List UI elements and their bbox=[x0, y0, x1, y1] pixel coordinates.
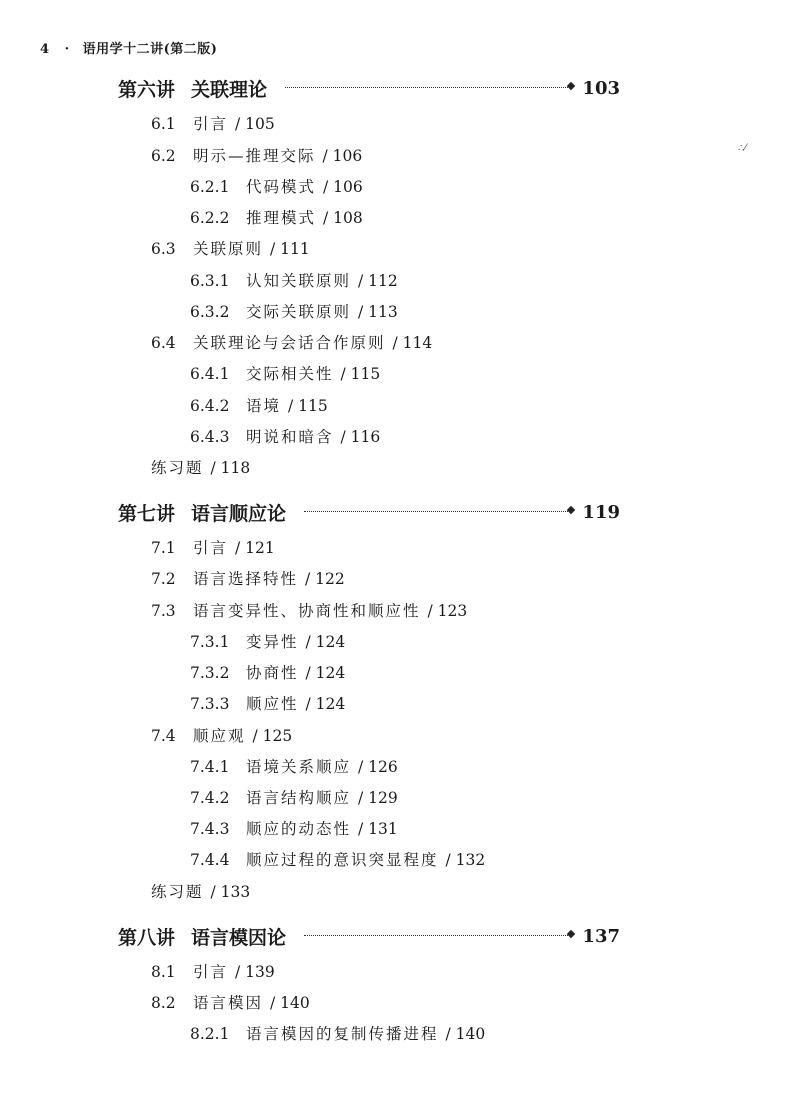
toc-subsection bbox=[190, 300, 398, 322]
entry-title: 关联原则 bbox=[193, 240, 264, 258]
entry-page: / 115 bbox=[287, 397, 328, 415]
entry-title: 引言 bbox=[193, 963, 229, 981]
toc-chapter bbox=[118, 922, 620, 950]
entry-number: 6.2 bbox=[151, 147, 176, 165]
entry-number: 7.3.2 bbox=[190, 664, 230, 682]
entry-page: / 108 bbox=[322, 209, 363, 227]
entry-title: 协商性 bbox=[246, 664, 299, 682]
entry-page: / 125 bbox=[252, 727, 293, 745]
toc-section bbox=[151, 599, 467, 621]
toc-subsection bbox=[190, 175, 363, 197]
entry-page: / 118 bbox=[210, 459, 251, 477]
entry-page: / 132 bbox=[445, 851, 486, 869]
entry-page: / 124 bbox=[305, 633, 346, 651]
entry-number: 6.1 bbox=[151, 115, 176, 133]
entry-page: / 139 bbox=[234, 963, 275, 981]
entry-title: 代码模式 bbox=[246, 178, 317, 196]
entry-title: 引言 bbox=[193, 115, 229, 133]
entry-title: 练习题 bbox=[151, 459, 204, 477]
chapter-page: 137 bbox=[582, 925, 620, 947]
entry-title: 语言选择特性 bbox=[193, 570, 299, 588]
entry-title: 语境关系顺应 bbox=[246, 758, 352, 776]
toc-section bbox=[151, 144, 362, 166]
entry-title: 语言变异性、协商性和顺应性 bbox=[193, 602, 421, 620]
entry-page: / 140 bbox=[445, 1025, 486, 1043]
toc-subsection bbox=[190, 425, 380, 447]
entry-title: 明示—推理交际 bbox=[193, 147, 316, 165]
page-number: 4 bbox=[40, 42, 50, 57]
toc-subsection bbox=[190, 817, 398, 839]
toc-subsection bbox=[190, 692, 345, 714]
entry-page: / 122 bbox=[304, 570, 345, 588]
entry-page: / 112 bbox=[357, 272, 398, 290]
toc-subsection bbox=[190, 786, 398, 808]
entry-number: 6.3.2 bbox=[190, 303, 230, 321]
dot-leader bbox=[304, 935, 570, 938]
entry-page: / 124 bbox=[305, 695, 346, 713]
toc-section bbox=[151, 960, 275, 982]
entry-number: 8.2 bbox=[151, 994, 176, 1012]
entry-title: 关联理论与会话合作原则 bbox=[193, 334, 386, 352]
entry-title: 顺应观 bbox=[193, 727, 246, 745]
entry-number: 7.4 bbox=[151, 727, 176, 745]
entry-page: / 111 bbox=[269, 240, 310, 258]
chapter-title: 语言模因论 bbox=[191, 926, 287, 949]
entry-title: 顺应的动态性 bbox=[246, 820, 352, 838]
entry-number: 7.4.1 bbox=[190, 758, 230, 776]
chapter-title: 语言顺应论 bbox=[191, 502, 287, 525]
entry-number: 7.4.4 bbox=[190, 851, 230, 869]
toc-subsection bbox=[190, 206, 363, 228]
chapter-title: 关联理论 bbox=[191, 78, 268, 101]
toc-section bbox=[151, 331, 432, 353]
entry-title: 练习题 bbox=[151, 883, 204, 901]
entry-page: / 115 bbox=[340, 365, 381, 383]
toc-subsection bbox=[190, 394, 328, 416]
entry-title: 交际相关性 bbox=[246, 365, 334, 383]
toc-subsection bbox=[190, 269, 398, 291]
entry-title: 引言 bbox=[193, 539, 229, 557]
header-separator: · bbox=[64, 42, 70, 57]
entry-number: 6.3.1 bbox=[190, 272, 230, 290]
entry-number: 7.3.3 bbox=[190, 695, 230, 713]
toc-subsection bbox=[190, 661, 345, 683]
entry-number: 7.3 bbox=[151, 602, 176, 620]
entry-number: 6.4 bbox=[151, 334, 176, 352]
toc-exercise bbox=[151, 880, 250, 902]
toc-section bbox=[151, 567, 345, 589]
entry-page: / 113 bbox=[357, 303, 398, 321]
toc-chapter bbox=[118, 74, 620, 102]
chapter-number: 第八讲 bbox=[118, 926, 176, 949]
entry-title: 明说和暗含 bbox=[246, 428, 334, 446]
entry-number: 7.3.1 bbox=[190, 633, 230, 651]
dot-leader bbox=[285, 87, 570, 90]
entry-number: 7.1 bbox=[151, 539, 176, 557]
entry-title: 语言结构顺应 bbox=[246, 789, 352, 807]
entry-page: / 114 bbox=[392, 334, 433, 352]
entry-page: / 106 bbox=[322, 178, 363, 196]
running-header bbox=[40, 38, 217, 57]
entry-title: 认知关联原则 bbox=[246, 272, 352, 290]
entry-title: 语言模因的复制传播进程 bbox=[246, 1025, 439, 1043]
entry-title: 顺应过程的意识突显程度 bbox=[246, 851, 439, 869]
entry-page: / 126 bbox=[357, 758, 398, 776]
entry-page: / 116 bbox=[340, 428, 381, 446]
toc-section bbox=[151, 112, 275, 134]
toc-exercise bbox=[151, 456, 250, 478]
toc-section bbox=[151, 536, 275, 558]
entry-number: 6.4.1 bbox=[190, 365, 230, 383]
entry-number: 6.4.3 bbox=[190, 428, 230, 446]
toc-chapter bbox=[118, 498, 620, 526]
entry-page: / 133 bbox=[210, 883, 251, 901]
entry-number: 8.2.1 bbox=[190, 1025, 230, 1043]
entry-number: 7.2 bbox=[151, 570, 176, 588]
entry-title: 语言模因 bbox=[193, 994, 264, 1012]
entry-title: 推理模式 bbox=[246, 209, 317, 227]
entry-page: / 121 bbox=[234, 539, 275, 557]
entry-number: 6.3 bbox=[151, 240, 176, 258]
entry-title: 语境 bbox=[246, 397, 282, 415]
entry-page: / 129 bbox=[357, 789, 398, 807]
chapter-page: 119 bbox=[582, 501, 620, 523]
entry-title: 顺应性 bbox=[246, 695, 299, 713]
stray-mark: ∴⁄ bbox=[738, 143, 747, 154]
entry-number: 6.4.2 bbox=[190, 397, 230, 415]
entry-number: 8.1 bbox=[151, 963, 176, 981]
toc-section bbox=[151, 991, 310, 1013]
entry-title: 变异性 bbox=[246, 633, 299, 651]
toc-subsection bbox=[190, 362, 380, 384]
book-title: 语用学十二讲(第二版) bbox=[82, 42, 218, 57]
chapter-number: 第七讲 bbox=[118, 502, 176, 525]
entry-number: 6.2.1 bbox=[190, 178, 230, 196]
toc-subsection bbox=[190, 1022, 485, 1044]
dot-leader bbox=[304, 511, 570, 514]
entry-number: 7.4.3 bbox=[190, 820, 230, 838]
toc-subsection bbox=[190, 848, 485, 870]
entry-page: / 131 bbox=[357, 820, 398, 838]
entry-page: / 124 bbox=[305, 664, 346, 682]
entry-page: / 123 bbox=[427, 602, 468, 620]
toc-section bbox=[151, 724, 292, 746]
entry-page: / 105 bbox=[234, 115, 275, 133]
toc-section bbox=[151, 237, 310, 259]
toc-subsection bbox=[190, 755, 398, 777]
toc-subsection bbox=[190, 630, 345, 652]
entry-number: 6.2.2 bbox=[190, 209, 230, 227]
entry-page: / 106 bbox=[322, 147, 363, 165]
chapter-page: 103 bbox=[582, 77, 620, 99]
entry-title: 交际关联原则 bbox=[246, 303, 352, 321]
entry-page: / 140 bbox=[269, 994, 310, 1012]
chapter-number: 第六讲 bbox=[118, 78, 176, 101]
entry-number: 7.4.2 bbox=[190, 789, 230, 807]
